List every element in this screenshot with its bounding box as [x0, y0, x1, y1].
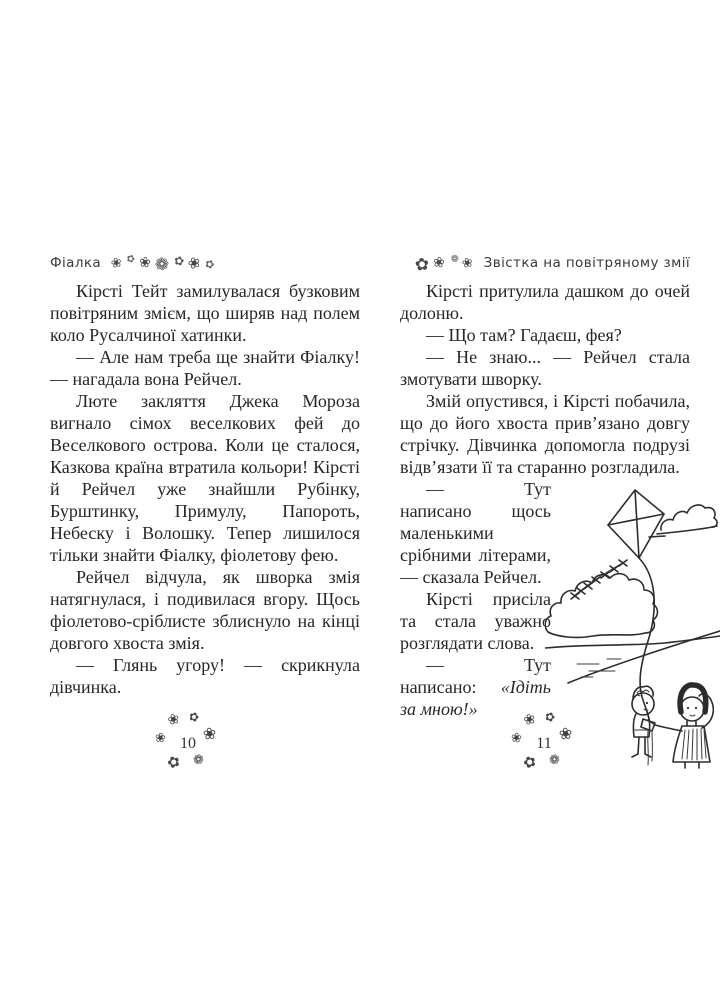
- flower-icon: ❁: [191, 751, 206, 768]
- flower-icon: ❀: [202, 725, 218, 744]
- flower-icon: ✿: [186, 708, 202, 726]
- flower-icon: ✿: [413, 253, 431, 276]
- left-page-header: [50, 252, 360, 274]
- flower-icon: ❁: [547, 751, 562, 768]
- flower-icon: ✿: [165, 753, 183, 773]
- paragraph: Кірсті притулила дашком до очей долоню.: [400, 281, 690, 323]
- flower-icon: ❀: [154, 729, 167, 746]
- flower-icon: ❀: [510, 729, 523, 746]
- kite-illustration: [560, 478, 690, 770]
- paragraph: — Що там? Гадаєш, фея?: [426, 325, 622, 345]
- flower-icon: ✿: [521, 753, 539, 773]
- kite-message-quote: «Ідіть за мною!»: [400, 677, 551, 719]
- right-page-text: [400, 280, 690, 720]
- left-page-text: [50, 280, 360, 698]
- right-page-header: [400, 252, 690, 274]
- paragraph: — Не знаю... — Рейчел стала змотувати шворку.: [400, 347, 690, 389]
- dialogue-prefix: — Тут написано:: [400, 655, 551, 697]
- flower-icon: ✿: [203, 256, 218, 272]
- flower-icon: ❀: [138, 254, 153, 272]
- right-running-title: Звістка на повітряному змії: [483, 255, 690, 271]
- paragraph: Кірсті присіла та стала уважно розглядати слова.: [400, 589, 551, 653]
- flower-icon: ❀: [460, 254, 476, 272]
- flower-icon: ❀: [558, 725, 574, 744]
- flower-icon: ✿: [542, 708, 558, 726]
- right-page: [400, 252, 690, 770]
- flower-icon: ❁: [154, 253, 171, 276]
- flower-ornaments-icon: [413, 252, 476, 276]
- paragraph: Кірсті Тейт замилувалася бузковим повітряним змієм, що ширяв над полем коло Русалчиної хатинки.: [50, 281, 360, 345]
- flower-icon: ❀: [432, 254, 447, 272]
- flower-icon: ❁: [448, 252, 461, 267]
- page-number: 11: [536, 735, 552, 752]
- paragraph: Змій опустився, і Кірсті побачила, що до його хвоста прив’язано довгу стрічку. Дівчинка допомогла подрузі відв’язати її та старанно розгладила.: [400, 391, 690, 477]
- flower-icon: ❀: [166, 711, 182, 730]
- flower-icon: ✿: [172, 252, 186, 270]
- paragraph: — Але нам треба ще знайти Фіалку! — нагадала вона Рейчел.: [50, 347, 360, 389]
- flower-icon: ✿: [124, 252, 137, 267]
- left-running-title: Фіалка: [50, 255, 102, 271]
- flower-icon: ❀: [109, 254, 124, 272]
- flower-icon: ❀: [185, 251, 204, 274]
- paragraph: Рейчел відчула, як шворка змія натягнулася, і подивилася вгору. Щось фіолетово-сріблисте зблиснуло на кінці довгого хвоста змія.: [50, 567, 360, 653]
- left-page: [50, 252, 360, 698]
- page-number-medallion-left: [154, 708, 220, 776]
- paragraph: — Глянь угору! — скрикнула дівчинка.: [50, 655, 360, 697]
- flower-icon: ❀: [522, 711, 538, 730]
- paragraph: Люте закляття Джека Мороза вигнало сімох веселкових фей до Веселкового острова. Коли це сталося, Казкова країна втратила кольори! Кірсті й Рейчел уже знайшли Рубінку, Бурштинку, Примулу, Папороть, Небеску і Волошку. Тепер лишилося тільки знайти Фіалку, фіолетову фею.: [50, 391, 360, 565]
- page-number: 10: [180, 735, 196, 752]
- flower-ornaments-icon: [109, 251, 218, 276]
- paragraph: — Тут написано щось маленькими срібними літерами, — сказала Рейчел.: [400, 479, 551, 587]
- page-number-medallion-right: [510, 708, 576, 776]
